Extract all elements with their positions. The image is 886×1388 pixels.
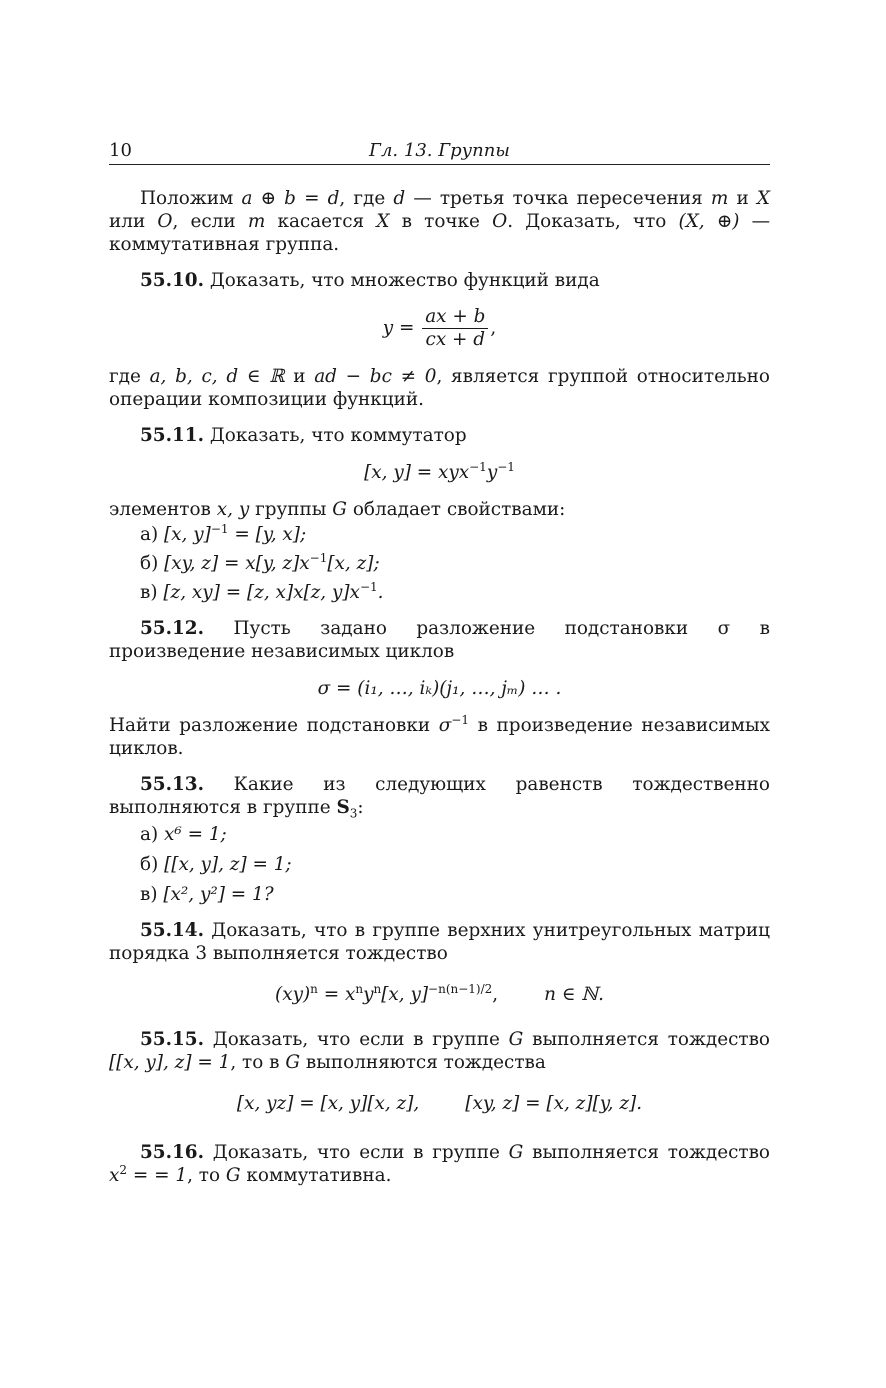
fraction: $\frac{ax + b}{cx + d}$: [422, 306, 488, 351]
problem-55-12: 55.12. Пусть задано разложение подстановки σ в произведение независимых циклов: [109, 618, 770, 662]
problem-55-10-continued: где a, b, c, d ∈ ℝ и ad − bc ≠ 0, является группой относительно операции композиции функций.: [109, 366, 770, 410]
problem-number: 55.15.: [140, 1029, 204, 1050]
formula-55-14: $(xy)^n = x^ny^n[x$, y]$^{-n(n-1)/2}$, n ∈ ℕ.: [275, 981, 604, 1005]
list-item: в) [x², y²] = 1?: [140, 884, 274, 905]
problem-number: 55.11.: [140, 425, 204, 446]
problem-number: 55.13.: [140, 774, 204, 795]
problem-55-16: 55.16. Доказать, что если в группе G выполняется тождество $x^2$ = = 1, то G коммутативна.: [109, 1142, 770, 1186]
problem-55-10: 55.10. Доказать, что множество функций вида: [140, 270, 600, 291]
problem-55-11-continued: элементов x, y группы G обладает свойствами:: [109, 499, 566, 520]
problem-55-11: 55.11. Доказать, что коммутатор: [140, 425, 467, 446]
problem-55-12-continued: Найти разложение подстановки $\sigma^{-1}$ в произведение независимых циклов.: [109, 712, 770, 759]
problem-55-15: 55.15. Доказать, что если в группе G выполняется тождество [[x, y], z] = 1, то в G выполняются тождества: [109, 1029, 770, 1073]
formula-55-11: [x, $y] = xyx^{-1}y^{-1}$: [364, 459, 515, 483]
formula-55-12: σ = (i₁, …, iₖ)(j₁, …, jₘ) … .: [317, 678, 562, 699]
list-item: в) [z, xy] = [z, x]x[z, $y]x^{-1}$.: [140, 579, 384, 603]
problem-55-13: 55.13. Какие из следующих равенств тождественно выполняются в группе $S_3$:: [109, 774, 770, 821]
problem-number: 55.14.: [140, 920, 204, 941]
problem-55-14: 55.14. Доказать, что в группе верхних унитреугольных матриц порядка 3 выполняется тождество: [109, 920, 770, 964]
running-title: Гл. 13. Группы: [369, 140, 510, 161]
formula-55-10: y = $\frac{ax + b}{cx + d}$ ,: [382, 306, 497, 350]
book-page: [109, 138, 770, 1187]
list-item: б) [[x, y], z] = 1;: [140, 854, 292, 875]
problem-number: 55.10.: [140, 270, 204, 291]
list-item: а) x⁶ = 1;: [140, 824, 227, 845]
intro-paragraph: Положим a ⊕ b = d, где d — третья точка пересечения m и X или O, если m касается X в точке O. Доказать, что (X, ⊕) — коммутативная группа.: [109, 188, 770, 255]
problem-number: 55.16.: [140, 1142, 204, 1163]
problem-number: 55.12.: [140, 618, 204, 639]
list-item: а) [x, y]$^{-1}$ = [y, x];: [140, 521, 307, 545]
list-item: б) [xy, z] = x[y, $z]x^{-1}[x$, z];: [140, 550, 380, 574]
page-body: [109, 187, 770, 1187]
formula-55-15: [x, yz] = [x, y][x, z], [xy, z] = [x, z][y, z].: [236, 1093, 643, 1114]
page-header: [109, 138, 770, 165]
page-number: 10: [109, 140, 132, 161]
